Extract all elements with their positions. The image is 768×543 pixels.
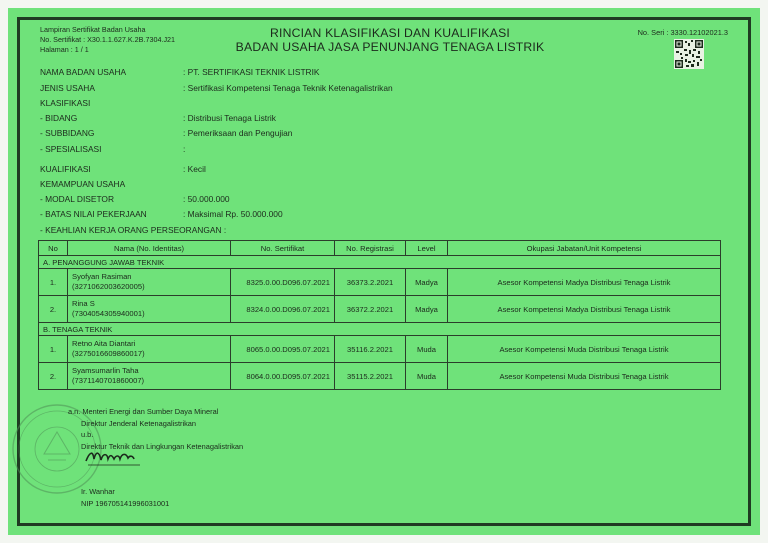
row-name: Syamsumarlin Taha (72, 366, 139, 375)
header-name: Nama (No. Identitas) (68, 241, 231, 256)
row-name: Retno Aita Diantari (72, 339, 136, 348)
signature-line-4: Direktur Teknik dan Lingkungan Ketenagalistrikan (81, 441, 244, 451)
business-type-value: : Sertifikasi Kompetensi Tenaga Teknik Ketenagalistrikan (183, 83, 393, 93)
row-certificate: 8325.0.00.D096.07.2021 (231, 269, 335, 296)
row-no: 2. (39, 296, 68, 323)
expertise-label: - KEAHLIAN KERJA ORANG PERSEORANGAN : (40, 225, 227, 235)
header-no: No (39, 241, 68, 256)
row-level: Muda (406, 363, 448, 390)
signatory-nip: NIP 196705141996031001 (81, 498, 170, 508)
row-name: Rina S (72, 299, 95, 308)
row-occupation: Asesor Kompetensi Madya Distribusi Tenaga Listrik (448, 296, 721, 323)
work-limit-value: : Maksimal Rp. 50.000.000 (183, 209, 283, 219)
table-row (39, 363, 721, 390)
row-id: (3271062003620005) (72, 282, 145, 291)
header-left (40, 25, 175, 55)
row-no: 1. (39, 269, 68, 296)
serial-number: No. Seri : 3330.12102021.3 (637, 28, 728, 37)
qualification-label: KUALIFIKASI (40, 164, 91, 174)
row-level: Muda (406, 336, 448, 363)
row-occupation: Asesor Kompetensi Madya Distribusi Tenaga Listrik (448, 269, 721, 296)
section-b-label: B. TENAGA TEKNIK (39, 323, 721, 336)
qualification-value: : Kecil (183, 164, 206, 174)
row-name: Syofyan Rasiman (72, 272, 132, 281)
row-name-cell (68, 363, 231, 390)
specialization-value: : (183, 144, 186, 154)
subfield-label: - SUBBIDANG (40, 128, 95, 138)
row-name-cell (68, 269, 231, 296)
handwritten-signature-icon (84, 447, 142, 467)
business-type-label: JENIS USAHA (40, 83, 95, 93)
paid-capital-label: - MODAL DISETOR (40, 194, 114, 204)
row-certificate: 8064.0.00.D095.07.2021 (231, 363, 335, 390)
section-a-row (39, 256, 721, 269)
row-registration: 35116.2.2021 (335, 336, 406, 363)
title-line-1: RINCIAN KLASIFIKASI DAN KUALIFIKASI (270, 26, 510, 40)
row-id: (7304054305940001) (72, 309, 145, 318)
row-id: (3275016609860017) (72, 349, 145, 358)
row-no: 1. (39, 336, 68, 363)
header-registration: No. Registrasi (335, 241, 406, 256)
title-line-2: BADAN USAHA JASA PENUNJANG TENAGA LISTRIK (235, 39, 545, 54)
lampiran-text: Lampiran Sertifikat Badan Usaha (40, 25, 146, 34)
table-row (39, 296, 721, 323)
personnel-table (38, 240, 721, 390)
company-name-label: NAMA BADAN USAHA (40, 67, 127, 77)
header-occupation: Okupasi Jabatan/Unit Kompetensi (448, 241, 721, 256)
row-certificate: 8324.0.00.D096.07.2021 (231, 296, 335, 323)
field-value: : Distribusi Tenaga Listrik (183, 113, 276, 123)
table-row (39, 269, 721, 296)
page-number: Halaman : 1 / 1 (40, 45, 89, 54)
row-registration: 36372.2.2021 (335, 296, 406, 323)
row-name-cell (68, 336, 231, 363)
row-id: (7371140701860007) (72, 376, 145, 385)
row-level: Madya (406, 269, 448, 296)
field-label: - BIDANG (40, 113, 78, 123)
signature-line-3: u.b. (81, 430, 94, 439)
table-header-row (39, 241, 721, 256)
business-capability-label: KEMAMPUAN USAHA (40, 179, 126, 189)
certificate-number: No. Sertifikat : X30.1.1.627.K.2B.7304.J21 (40, 35, 176, 44)
header-certificate: No. Sertifikat (231, 241, 335, 256)
row-occupation: Asesor Kompetensi Muda Distribusi Tenaga Listrik (448, 363, 721, 390)
row-registration: 35115.2.2021 (335, 363, 406, 390)
work-limit-label: - BATAS NILAI PEKERJAAN (40, 209, 147, 219)
section-b-row (39, 323, 721, 336)
row-registration: 36373.2.2021 (335, 269, 406, 296)
row-occupation: Asesor Kompetensi Muda Distribusi Tenaga Listrik (448, 336, 721, 363)
document-title (200, 27, 580, 54)
row-no: 2. (39, 363, 68, 390)
company-name-value: : PT. SERTIFIKASI TEKNIK LISTRIK (183, 67, 320, 77)
qr-code-icon (674, 39, 704, 69)
section-a-label: A. PENANGGUNG JAWAB TEKNIK (39, 256, 721, 269)
classification-label: KLASIFIKASI (40, 98, 91, 108)
row-level: Madya (406, 296, 448, 323)
signatory-name: Ir. Wanhar (81, 487, 115, 496)
specialization-label: - SPESIALISASI (40, 144, 102, 154)
paid-capital-value: : 50.000.000 (183, 194, 230, 204)
signature-line-2: Direktur Jenderal Ketenagalistrikan (81, 418, 197, 428)
header-level: Level (406, 241, 448, 256)
signature-line-1: a.n. Menteri Energi dan Sumber Daya Mineral (68, 407, 219, 416)
row-certificate: 8065.0.00.D095.07.2021 (231, 336, 335, 363)
subfield-value: : Pemeriksaan dan Pengujian (183, 128, 293, 138)
row-name-cell (68, 296, 231, 323)
table-row (39, 336, 721, 363)
